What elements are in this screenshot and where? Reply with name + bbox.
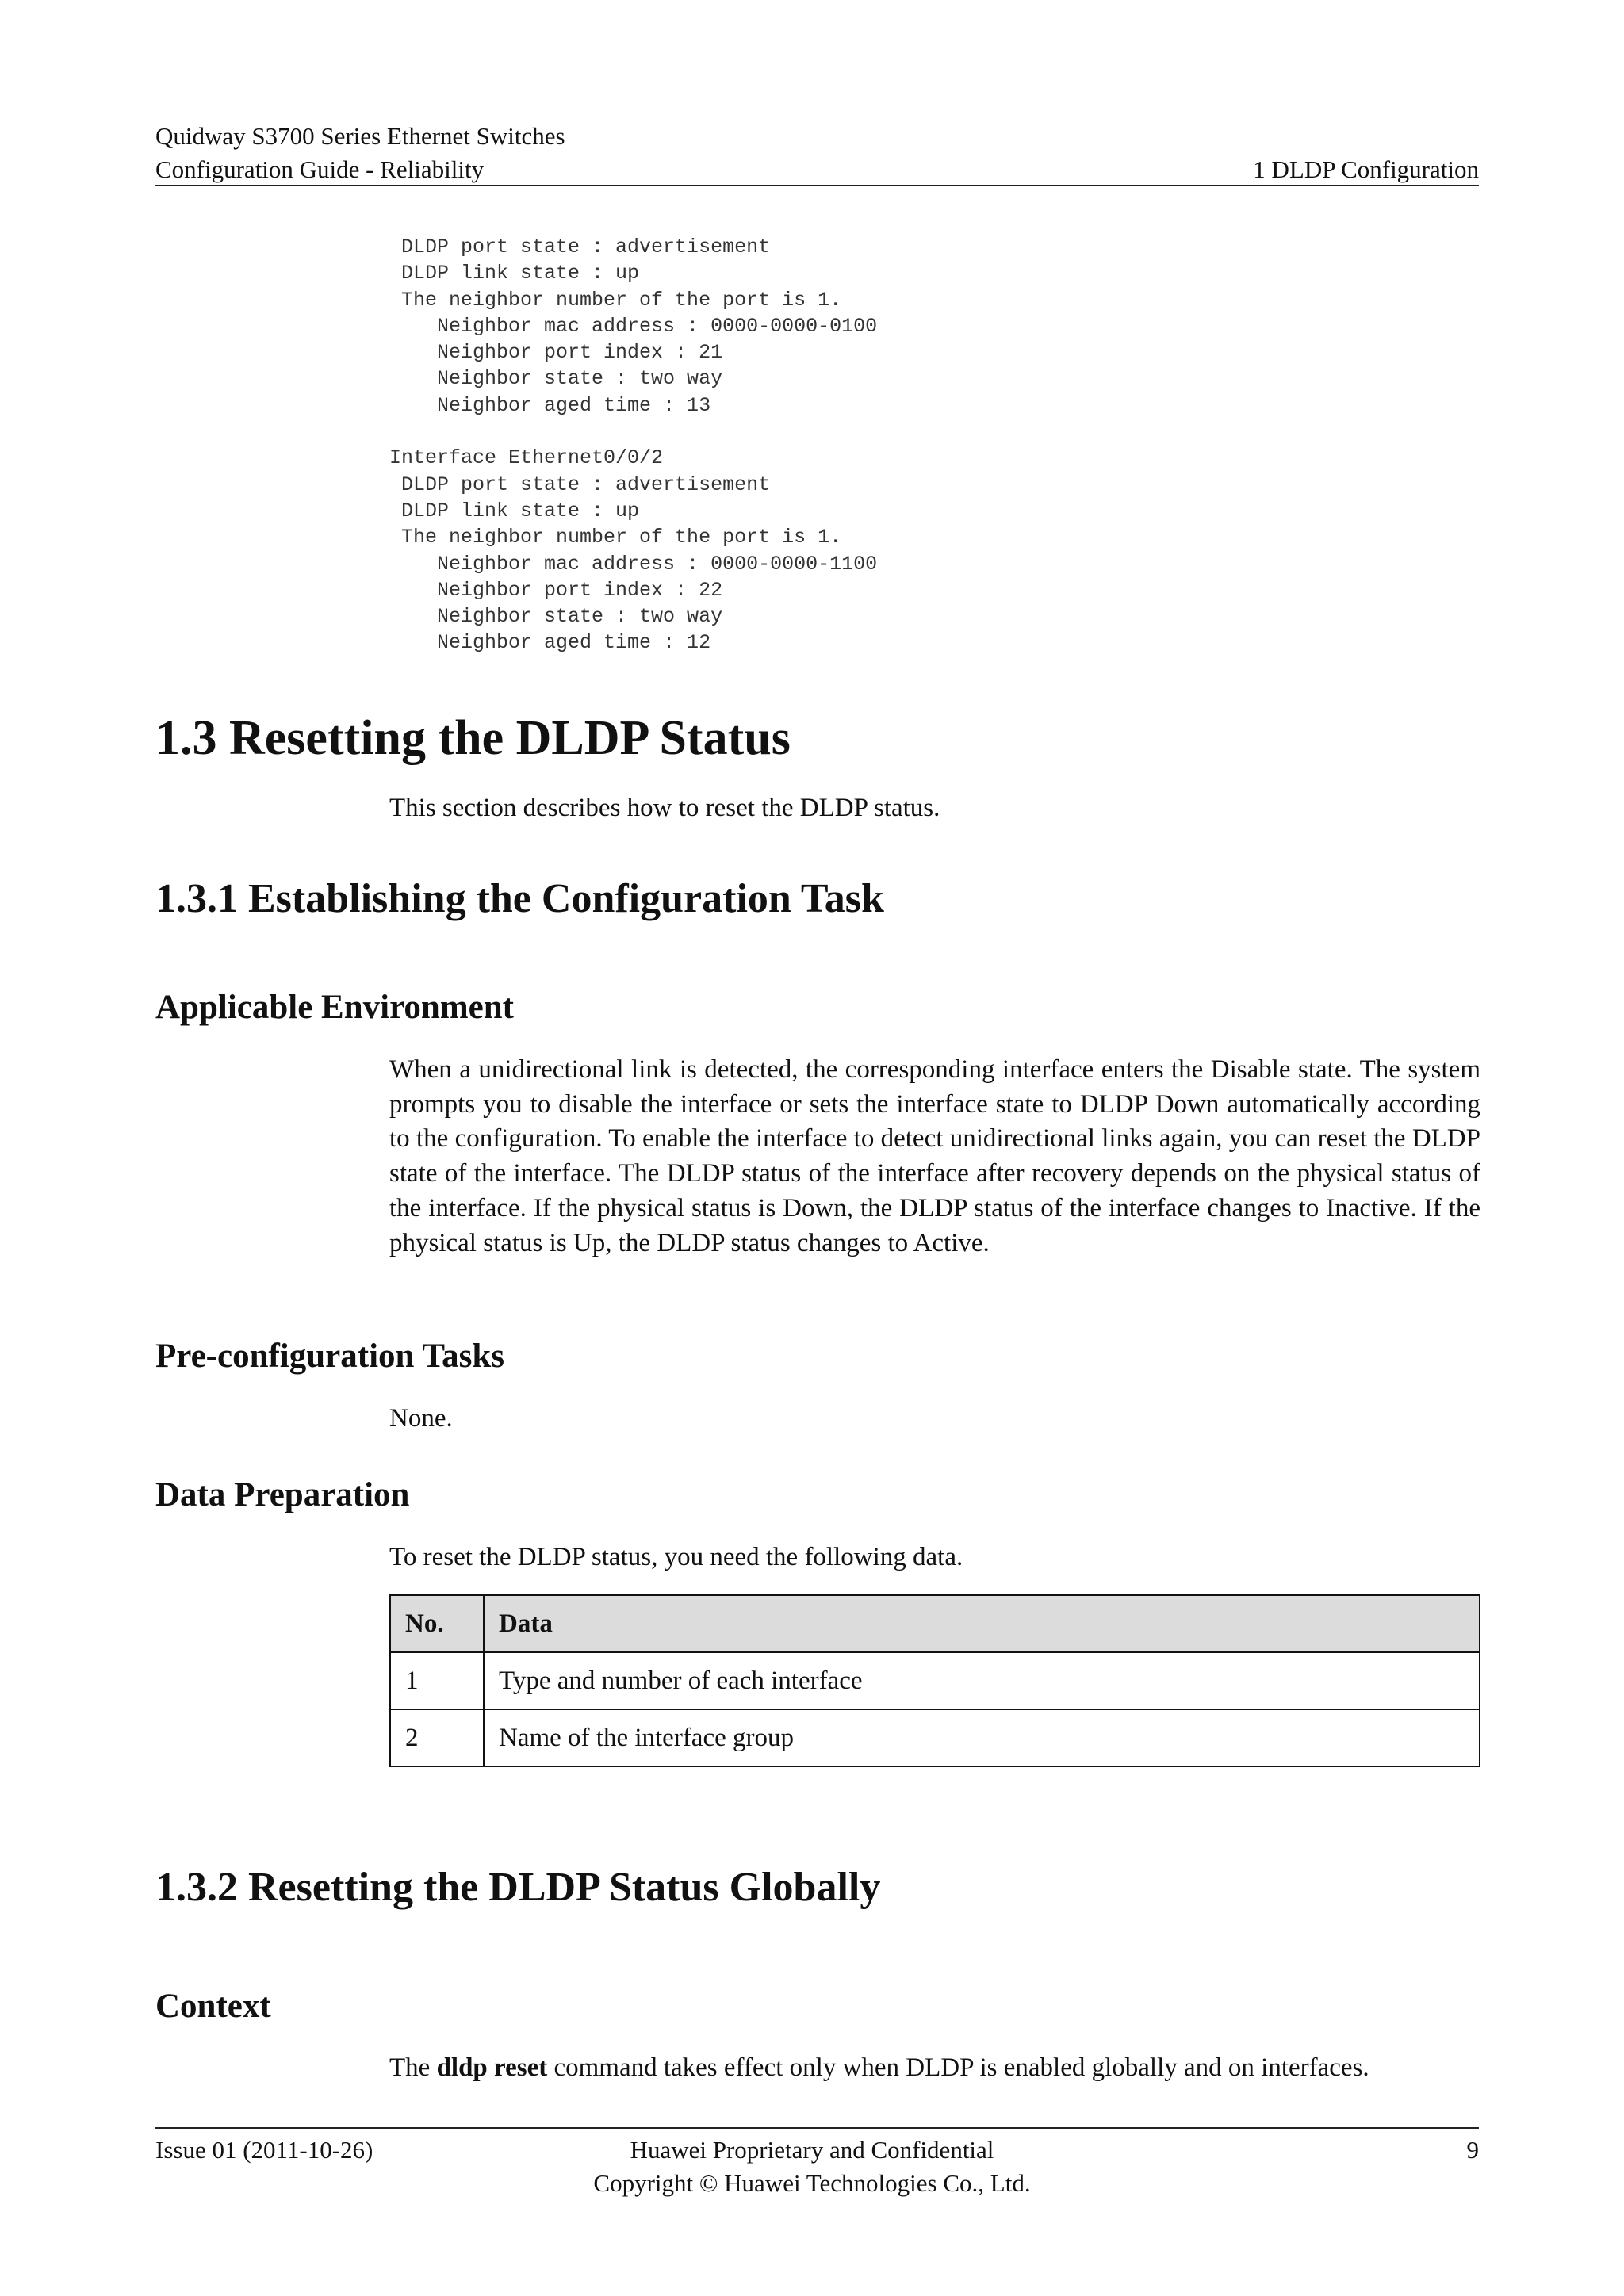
table-cell-no: 2 bbox=[390, 1709, 484, 1766]
section-heading-1-3-2: 1.3.2 Resetting the DLDP Status Globally bbox=[155, 1865, 881, 1910]
data-preparation-text: To reset the DLDP status, you need the following data. bbox=[389, 1543, 963, 1571]
header-rule bbox=[155, 185, 1479, 186]
data-preparation-table bbox=[389, 1594, 1480, 1767]
header-title: Quidway S3700 Series Ethernet Switches bbox=[155, 122, 565, 150]
applicable-environment-text: When a unidirectional link is detected, the corresponding interface enters the Disable state. The system prompts you to disable the interface or sets the interface state to DLDP Down automatically according to the configuration. To enable the interface to detect unidirectional links again, you can reset the DLDP state of the interface. The DLDP status of the interface after recovery depends on the physical status of the interface. If the physical status is Down, the DLDP status of the interface changes to Inactive. If the physical status is Up, the DLDP status changes to Active. bbox=[389, 1055, 1480, 1257]
preconfiguration-text: None. bbox=[389, 1404, 453, 1433]
table-cell-no: 1 bbox=[390, 1652, 484, 1709]
subheading-preconfiguration-tasks: Pre-configuration Tasks bbox=[155, 1337, 505, 1375]
section-heading-1-3: 1.3 Resetting the DLDP Status bbox=[155, 711, 791, 765]
section-intro: This section describes how to reset the DLDP status. bbox=[389, 794, 940, 822]
section-heading-1-3-1: 1.3.1 Establishing the Configuration Task bbox=[155, 876, 884, 921]
table-row bbox=[390, 1709, 1480, 1766]
header-chapter: 1 DLDP Configuration bbox=[1253, 155, 1479, 183]
table-row bbox=[390, 1652, 1480, 1709]
table-header-data: Data bbox=[484, 1595, 1480, 1652]
table-cell-data: Type and number of each interface bbox=[484, 1652, 1480, 1709]
footer-rule bbox=[155, 2127, 1479, 2129]
footer-page-number: 9 bbox=[1466, 2136, 1479, 2164]
footer-issue: Issue 01 (2011-10-26) bbox=[155, 2136, 373, 2164]
footer-copyright: Copyright © Huawei Technologies Co., Ltd. bbox=[593, 2169, 1031, 2197]
subheading-data-preparation: Data Preparation bbox=[155, 1476, 410, 1513]
table-header-no: No. bbox=[390, 1595, 484, 1652]
footer-proprietary: Huawei Proprietary and Confidential bbox=[630, 2136, 994, 2164]
command-name: dldp reset bbox=[436, 2053, 548, 2082]
subheading-context: Context bbox=[155, 1988, 271, 2025]
context-text-before: The bbox=[389, 2053, 437, 2082]
code-block: DLDP port state : advertisement DLDP link state : up The neighbor number of the port is 1. Neighbor mac address : 0000-0000-0100 Neighbor port index : 21 Neighbor state : two way Neighbor aged time : 13 Interface Ethernet0/0/2 DLDP port state : advertisement DLDP link state : up The neighbor number of the port is 1. Neighbor mac address : 0000-0000-1100 Neighbor port index : 22 Neighbor state : two way Neighbor aged time : 12 bbox=[389, 235, 878, 655]
context-text-after: command takes effect only when DLDP is enabled globally and on interfaces. bbox=[547, 2053, 1369, 2082]
subheading-applicable-environment: Applicable Environment bbox=[155, 989, 514, 1026]
header-subtitle: Configuration Guide - Reliability bbox=[155, 155, 485, 183]
table-header-row bbox=[390, 1595, 1480, 1652]
table-cell-data: Name of the interface group bbox=[484, 1709, 1480, 1766]
context-text bbox=[389, 2051, 1369, 2086]
